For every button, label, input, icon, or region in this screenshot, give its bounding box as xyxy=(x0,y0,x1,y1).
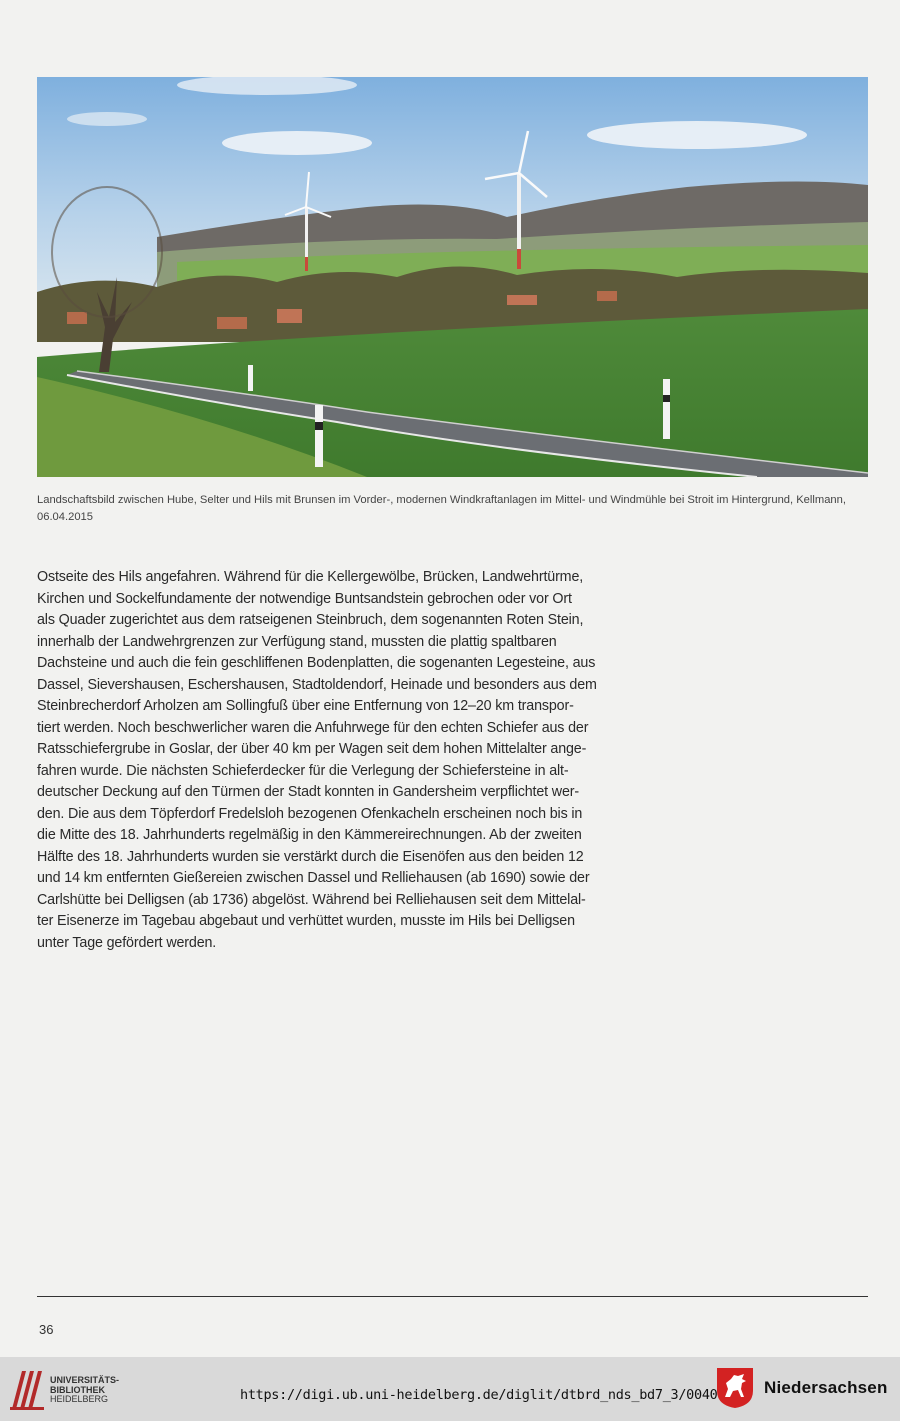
body-line: ter Eisenerze im Tagebau abgebaut und verhüttet wurden, musste im Hils bei Delligsen xyxy=(37,913,575,929)
body-line: als Quader zugerichtet aus dem ratseigenen Steinbruch, dem sogenannten Roten Stein, xyxy=(37,612,584,628)
niedersachsen-logo[interactable] xyxy=(716,1367,896,1411)
body-line: Dachsteine und auch die fein geschliffenen Bodenplatten, die sogenanten Legesteine, aus xyxy=(37,655,596,671)
body-line: Dassel, Sievershausen, Eschershausen, Stadtoldendorf, Heinade und besonders aus dem xyxy=(37,676,597,693)
body-line: Kirchen und Sockelfundamente der notwendige Buntsandstein gebrochen oder vor Ort xyxy=(37,590,572,607)
body-line: und 14 km entfernten Gießereien zwischen Dassel und Relliehausen (ab 1690) sowie der xyxy=(37,870,590,886)
footer-divider xyxy=(37,1296,868,1297)
body-line: innerhalb der Landwehrgrenzen zur Verfügung stand, mussten die plattig spaltbaren xyxy=(37,633,557,650)
body-line: deutscher Deckung auf den Türmen der Stadt konnten in Gandersheim verpflichtet wer- xyxy=(37,784,579,800)
viewer-footer xyxy=(0,1357,900,1421)
body-line: die Mitte des 18. Jahrhunderts regelmäßig in den Kämmereirechnungen. Ab der zweiten xyxy=(37,827,582,843)
landscape-illustration xyxy=(37,77,868,477)
body-line: Steinbrecherdorf Arholzen am Sollingfuß über eine Entfernung von 12–20 km transpor- xyxy=(37,698,574,714)
library-mark-icon xyxy=(8,1365,46,1413)
body-line: Carlshütte bei Delligsen (ab 1736) abgelöst. Während bei Relliehausen seit dem Mittelal- xyxy=(37,891,586,908)
body-line: fahren wurde. Die nächsten Schieferdecker für die Verlegung der Schiefersteine in alt- xyxy=(37,762,569,779)
source-url[interactable]: https://digi.ub.uni-heidelberg.de/diglit/dtbrd_nds_bd7_3/0040 xyxy=(240,1387,718,1403)
landscape-photo xyxy=(37,77,868,477)
state-name: Niedersachsen xyxy=(764,1378,888,1397)
body-line: Hälfte des 18. Jahrhunderts wurden sie verstärkt durch die Eisenöfen aus den beiden 12 xyxy=(37,848,584,865)
body-line: Ostseite des Hils angefahren. Während für die Kellergewölbe, Brücken, Landwehrtürme, xyxy=(37,569,584,585)
horse-crest-icon xyxy=(716,1367,754,1409)
body-text xyxy=(37,567,597,954)
library-name: UNIVERSITÄTS- BIBLIOTHEK HEIDELBERG xyxy=(50,1375,120,1404)
body-line: tiert werden. Noch beschwerlicher waren die Anfuhrwege für den echten Schiefer aus der xyxy=(37,719,589,736)
body-line: unter Tage gefördert werden. xyxy=(37,934,217,951)
university-library-logo[interactable] xyxy=(8,1365,128,1413)
figure-caption: Landschaftsbild zwischen Hube, Selter und Hils mit Brunsen im Vorder-, modernen Windkraftanlagen im Mittel- und Windmühle bei Stroit im Hintergrund, Kellmann, 06.04.2015 xyxy=(37,494,846,523)
page-number: 36 xyxy=(39,1322,54,1337)
body-line: den. Die aus dem Töpferdorf Fredelsloh bezogenen Ofenkacheln erscheinen noch bis in xyxy=(37,805,583,822)
body-line: Ratsschiefergrube in Goslar, der über 40 km per Wagen seit dem hohen Mittelalter ange- xyxy=(37,741,587,757)
